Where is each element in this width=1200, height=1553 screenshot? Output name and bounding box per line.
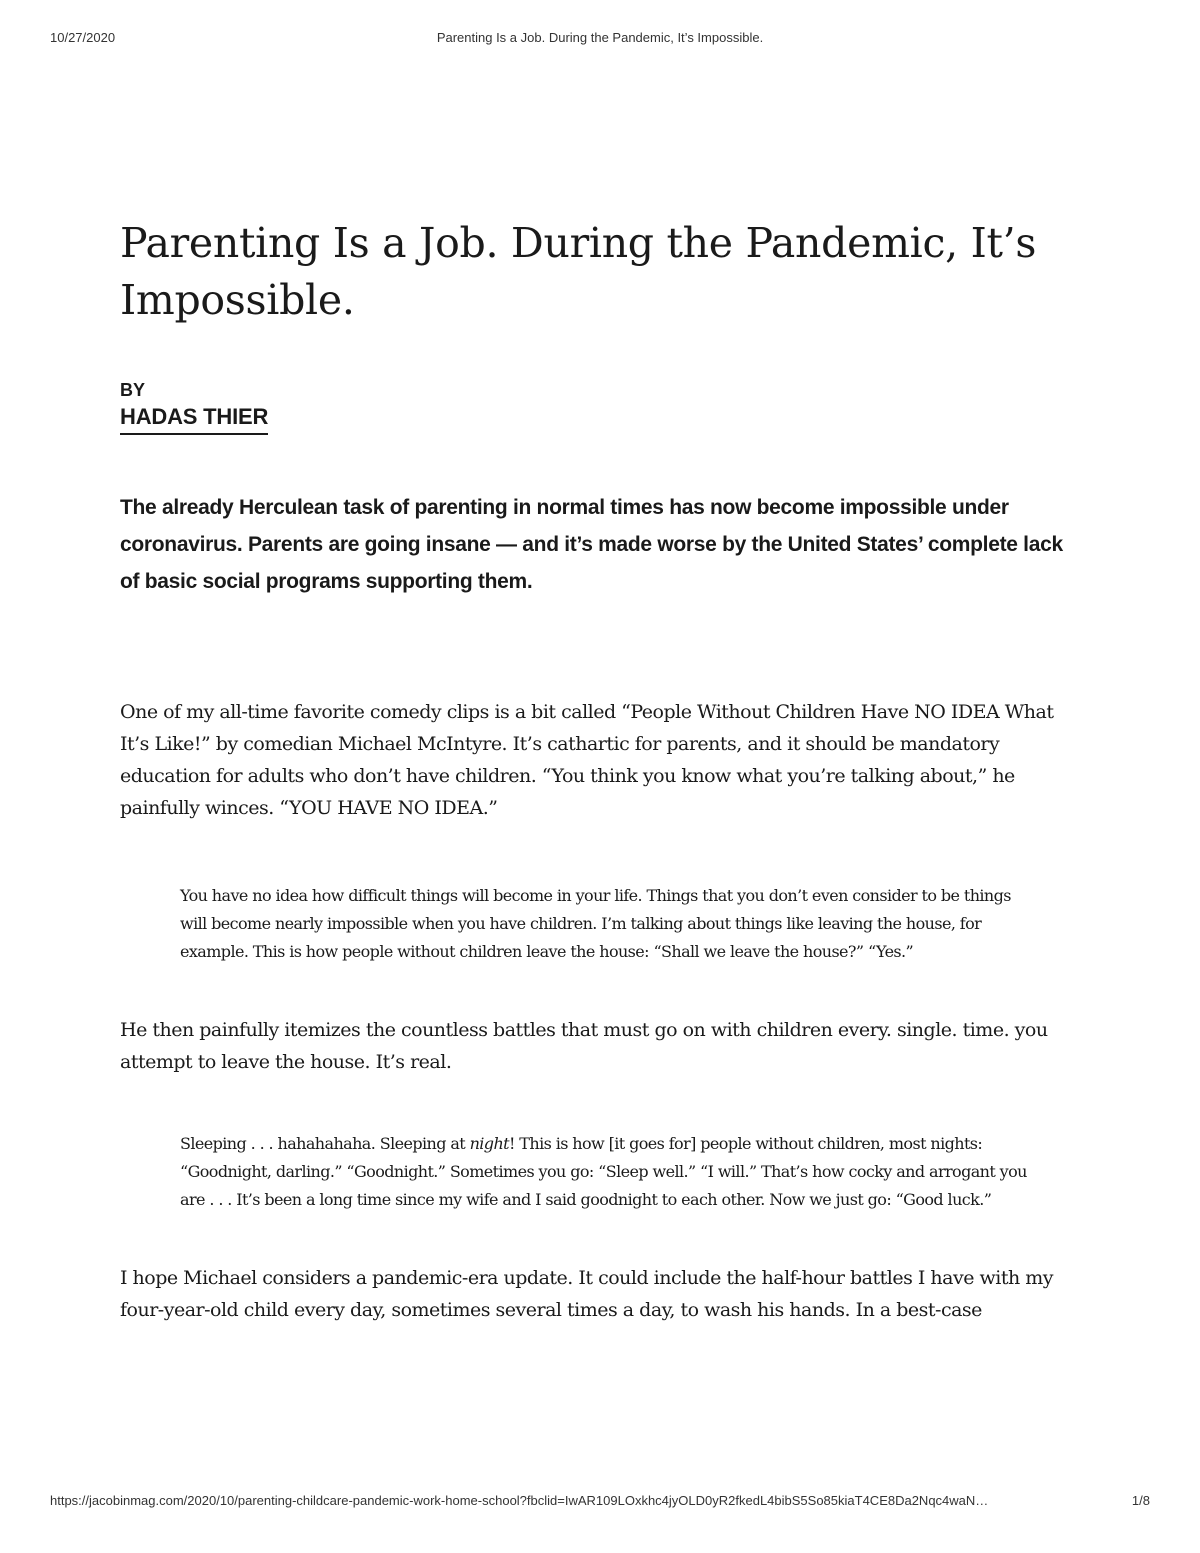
blockquote-emphasis: night: [469, 1134, 509, 1153]
body-paragraph: I hope Michael considers a pandemic-era update. It could include the half-hour battles I have with my four-year-old child every day, sometimes several times a day, to wash his hands. In a best-case: [120, 1267, 1053, 1321]
author-link[interactable]: HADAS THIER: [120, 403, 268, 435]
article-headline: Parenting Is a Job. During the Pandemic, It’s Impossible.: [120, 219, 1037, 324]
print-url: https://jacobinmag.com/2020/10/parenting-childcare-pandemic-work-home-school?fbclid=IwAR109LOxkhc4jyOLD0yR2fkedL4bibS5So85kiaT4CE8Da2Nqc4waN…: [50, 1493, 989, 1508]
blockquote: You have no idea how difficult things will become in your life. Things that you don’t even consider to be things will become nearly impossible when you have children. I’m talking about things like leaving the house, for example. This is how people without children leave the house: “Shall we leave the house?” “Yes.”: [180, 886, 1011, 961]
page-number: 1/8: [1131, 1493, 1150, 1508]
article: [120, 215, 1085, 1326]
body-paragraph: One of my all-time favorite comedy clips is a bit called “People Without Children Have NO IDEA What It’s Like!” by comedian Michael McIntyre. It’s cathartic for parents, and it should be mandatory education for adults who don’t have children. “You think you know what you’re talking about,” he painfully winces. “YOU HAVE NO IDEA.”: [120, 701, 1054, 819]
print-footer: [50, 1493, 1150, 1513]
blockquote-text: Sleeping . . . hahahahaha. Sleeping at: [180, 1134, 470, 1153]
print-header: [50, 30, 1150, 50]
print-page-title: Parenting Is a Job. During the Pandemic, It’s Impossible.: [436, 30, 764, 45]
byline-label: BY: [120, 380, 146, 400]
blockquote-text: ! This is how [it goes for] people without children, most nights: “Goodnight, darling.” “Goodnight.” Sometimes you go: “Sleep well.” “I will.” That’s how cocky and arrogant you are . . . It’s been a long time since my wife and I said goodnight to each other. Now we just go: “Good luck.”: [180, 1134, 1027, 1209]
byline: [120, 377, 1085, 435]
article-dek: The already Herculean task of parenting in normal times has now become impossible under coronavirus. Parents are going insane — and it’s made worse by the United States’ complete lack of basic social programs supporting them.: [120, 496, 1063, 593]
print-date: 10/27/2020: [50, 30, 116, 45]
body-paragraph: He then painfully itemizes the countless battles that must go on with children every. single. time. you attempt to leave the house. It’s real.: [120, 1019, 1048, 1073]
blockquote: [180, 1130, 1040, 1214]
